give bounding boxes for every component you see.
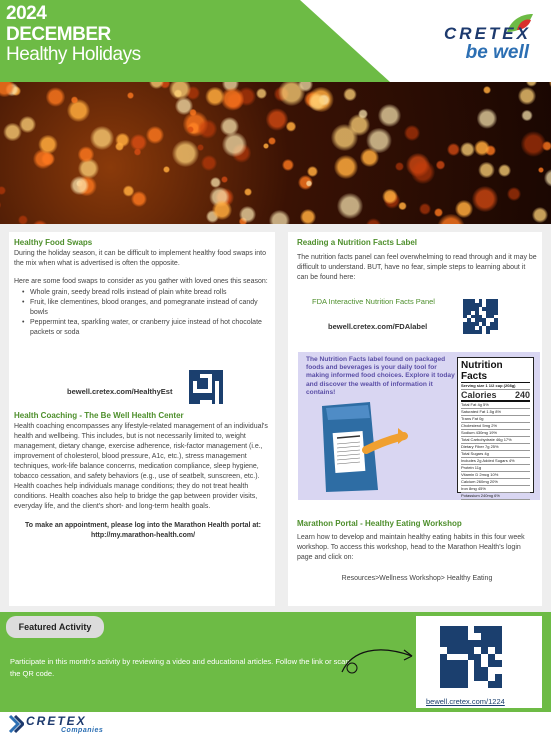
- bokeh-light: [239, 206, 256, 223]
- bokeh-light: [521, 110, 532, 121]
- bokeh-light: [498, 164, 511, 177]
- bokeh-light: [538, 167, 544, 173]
- logo-brand: CRETEX: [444, 24, 531, 43]
- label-row: Vitamin D 2mcg 10%: [461, 472, 530, 479]
- bokeh-light: [331, 124, 358, 151]
- coaching-heading: Health Coaching - The Be Well Health Center: [14, 411, 184, 420]
- bokeh-light: [131, 191, 147, 207]
- bokeh-light: [334, 155, 358, 179]
- bokeh-light: [212, 200, 232, 220]
- label-row: Includes 2g Added Sugars 4%: [461, 458, 530, 465]
- label-row: Saturated Fat 1.5g 8%: [461, 409, 530, 416]
- bokeh-light: [127, 92, 133, 98]
- bokeh-light: [532, 207, 548, 223]
- bokeh-light: [78, 146, 94, 162]
- cretex-bewell-logo: [391, 10, 541, 70]
- bokeh-light: [172, 140, 199, 167]
- bokeh-light: [197, 144, 204, 151]
- bokeh-light: [521, 131, 547, 157]
- label-row: Cholesterol 5mg 2%: [461, 423, 530, 430]
- header-theme: Healthy Holidays: [6, 44, 141, 66]
- header-title-block: [6, 4, 141, 66]
- bokeh-light: [436, 160, 446, 170]
- fda-link[interactable]: FDA Interactive Nutrition Facts Panel: [312, 297, 435, 306]
- featured-activity-text: Participate in this month's activity by reviewing a video and educational articles. Follow the link or scan the QR code.: [10, 657, 350, 678]
- label-rows: [461, 402, 530, 500]
- bokeh-light: [404, 125, 420, 141]
- bokeh-light: [205, 87, 224, 106]
- bokeh-light: [146, 126, 164, 144]
- swaps-heading: Healthy Food Swaps: [14, 238, 93, 247]
- bokeh-light: [0, 200, 1, 210]
- bokeh-light: [378, 104, 401, 127]
- label-calories-word: Calories: [461, 390, 497, 400]
- list-item: • Fruit, like clementines, blood oranges, and pomegranate instead of candy bowls: [30, 298, 270, 318]
- label-row: Potassium 240mg 6%: [461, 493, 530, 500]
- bokeh-light: [90, 126, 114, 150]
- header-year: 2024: [6, 3, 47, 24]
- bokeh-light: [306, 180, 313, 187]
- featured-link[interactable]: bewell.cretex.com/1224: [426, 697, 505, 706]
- label-row: Iron 8mg 45%: [461, 486, 530, 493]
- marathon-heading: Marathon Portal - Healthy Eating Workshop: [297, 519, 462, 528]
- label-calories-value: 240: [514, 390, 530, 400]
- bokeh-light: [244, 188, 252, 196]
- label-row: Sodium 430mg 19%: [461, 430, 530, 437]
- nutrition-graphic-text: The Nutrition Facts label found on packaged foods and beverages is your daily tool for making informed food choices. Explore it today and discover the wealth of information it contains!: [306, 356, 455, 396]
- bokeh-light: [221, 176, 228, 183]
- list-item: • Peppermint tea, sparkling water, or cranberry juice instead of hot chocolate packets or soda: [30, 318, 270, 338]
- label-row: Total Carbohydrate 46g 17%: [461, 437, 530, 444]
- featured-activity-tab: Featured Activity: [6, 616, 104, 638]
- label-row: Calcium 260mg 20%: [461, 479, 530, 486]
- bokeh-light: [382, 189, 397, 204]
- bokeh-light: [300, 209, 316, 224]
- label-row: Total Sugars 4g: [461, 451, 530, 458]
- nutrition-heading: Reading a Nutrition Facts Label: [297, 238, 418, 247]
- featured-qr-code[interactable]: [440, 626, 502, 688]
- bokeh-light: [46, 87, 66, 107]
- bokeh-light: [460, 142, 476, 158]
- bokeh-light: [366, 128, 392, 154]
- footer-sub: Companies: [61, 727, 104, 734]
- bokeh-light: [41, 152, 55, 166]
- bokeh-light: [398, 202, 407, 211]
- bokeh-light: [337, 193, 363, 219]
- swaps-intro: During the holiday season, it can be difficult to implement healthy food swaps into the mix when what is advertised is often the opposite.: [14, 250, 267, 267]
- bokeh-light: [201, 155, 217, 171]
- bokeh-light: [222, 132, 247, 157]
- bokeh-light: [483, 86, 491, 94]
- swaps-list: [30, 288, 270, 338]
- bokeh-light: [71, 96, 79, 104]
- bokeh-light: [269, 210, 290, 224]
- nutrition-body: The nutrition facts panel can feel overwhelming to read through and it may be difficult to understand. BUT, have no fear, simple steps to learning about it can be found here:: [297, 254, 537, 281]
- bokeh-light: [18, 215, 28, 224]
- bokeh-light: [308, 93, 326, 111]
- holiday-lights-photo: [0, 82, 551, 224]
- list-item: • Whole grain, seedy bread rolls instead of plain white bread rolls: [30, 288, 270, 298]
- bokeh-light: [256, 88, 268, 100]
- label-row: Dietary Fiber 7g 25%: [461, 444, 530, 451]
- left-column: [9, 232, 275, 606]
- swaps-qr-code[interactable]: [189, 370, 223, 404]
- curved-arrow-icon: [338, 640, 418, 678]
- fda-qr-code[interactable]: [463, 299, 498, 334]
- bokeh-light: [67, 99, 90, 122]
- bokeh-light: [19, 116, 36, 133]
- logo-tagline: be well: [465, 42, 529, 63]
- bokeh-light: [163, 166, 169, 172]
- bokeh-light: [526, 82, 538, 87]
- bokeh-light: [307, 166, 318, 177]
- bokeh-light: [395, 162, 404, 171]
- coaching-appointment[interactable]: To make an appointment, please log into the Marathon Health portal at: http://my.marathon-health.com/: [25, 522, 261, 540]
- label-serving: Serving size 1 1/2 cup (208g): [461, 383, 530, 390]
- label-row: Total Fat 4g 5%: [461, 402, 530, 409]
- label-row: Trans Fat 0g: [461, 416, 530, 423]
- bokeh-light: [210, 177, 221, 188]
- swaps-link[interactable]: bewell.cretex.com/HealthyEst: [67, 387, 173, 396]
- label-calories: [461, 390, 530, 402]
- label-title: Nutrition Facts: [461, 360, 530, 383]
- label-row: Protein 11g: [461, 465, 530, 472]
- bokeh-light: [447, 143, 460, 156]
- cretex-chevron-icon: [8, 714, 24, 734]
- bokeh-light: [115, 133, 130, 148]
- bokeh-light: [263, 143, 269, 149]
- bokeh-light: [411, 160, 436, 185]
- bokeh-light: [266, 108, 288, 130]
- bokeh-light: [343, 88, 357, 102]
- bokeh-light: [0, 186, 6, 195]
- bokeh-light: [268, 137, 276, 145]
- coaching-body: Health coaching encompasses any lifestyle-related management of an individual's health and wellbeing. This includes, but is not necessarily limited to, weight management, dietary change, exercise adherence, risk-factor management (i.e., improvement of cholesterol, blood pressure, A1c, etc.), stress management techniques, work-life balance concerns, medication compliance, sleep hygiene, tobacco cessation, and safety behaviors (e.g., use of seatbelt, sunscreen, etc.). Health coaches help individuals manage conditions; they do not treat health conditions. Health coaches also help to bridge the gap between provider visits, everyday life, and the client's short- and long-term health goals.: [14, 423, 268, 510]
- bokeh-light: [478, 162, 494, 178]
- bokeh-light: [477, 108, 498, 129]
- swaps-lead: Here are some food swaps to consider as you gather with loved ones this season:: [14, 277, 268, 285]
- bokeh-light: [507, 187, 521, 201]
- bokeh-light: [474, 140, 490, 156]
- bokeh-light: [198, 119, 218, 139]
- marathon-path: Resources>Wellness Workshop> Healthy Eating: [341, 574, 493, 582]
- bokeh-light: [282, 159, 293, 170]
- bokeh-light: [134, 148, 141, 155]
- header-month: DECEMBER: [6, 23, 111, 45]
- nutrition-facts-label: [457, 357, 534, 498]
- fda-short-link[interactable]: bewell.cretex.com/FDAlabel: [328, 322, 428, 331]
- bokeh-light: [544, 169, 551, 187]
- bokeh-light: [419, 203, 431, 215]
- bokeh-light: [518, 87, 536, 105]
- header-banner: [0, 0, 551, 82]
- footer-brand: CRETEX: [26, 714, 87, 728]
- bokeh-light: [472, 186, 498, 212]
- marathon-body: Learn how to develop and maintain healthy eating habits in this four week workshop. To access this workshop, head to the Marathon Health's login page and click on:: [297, 534, 525, 561]
- food-package-illustration: [312, 398, 408, 494]
